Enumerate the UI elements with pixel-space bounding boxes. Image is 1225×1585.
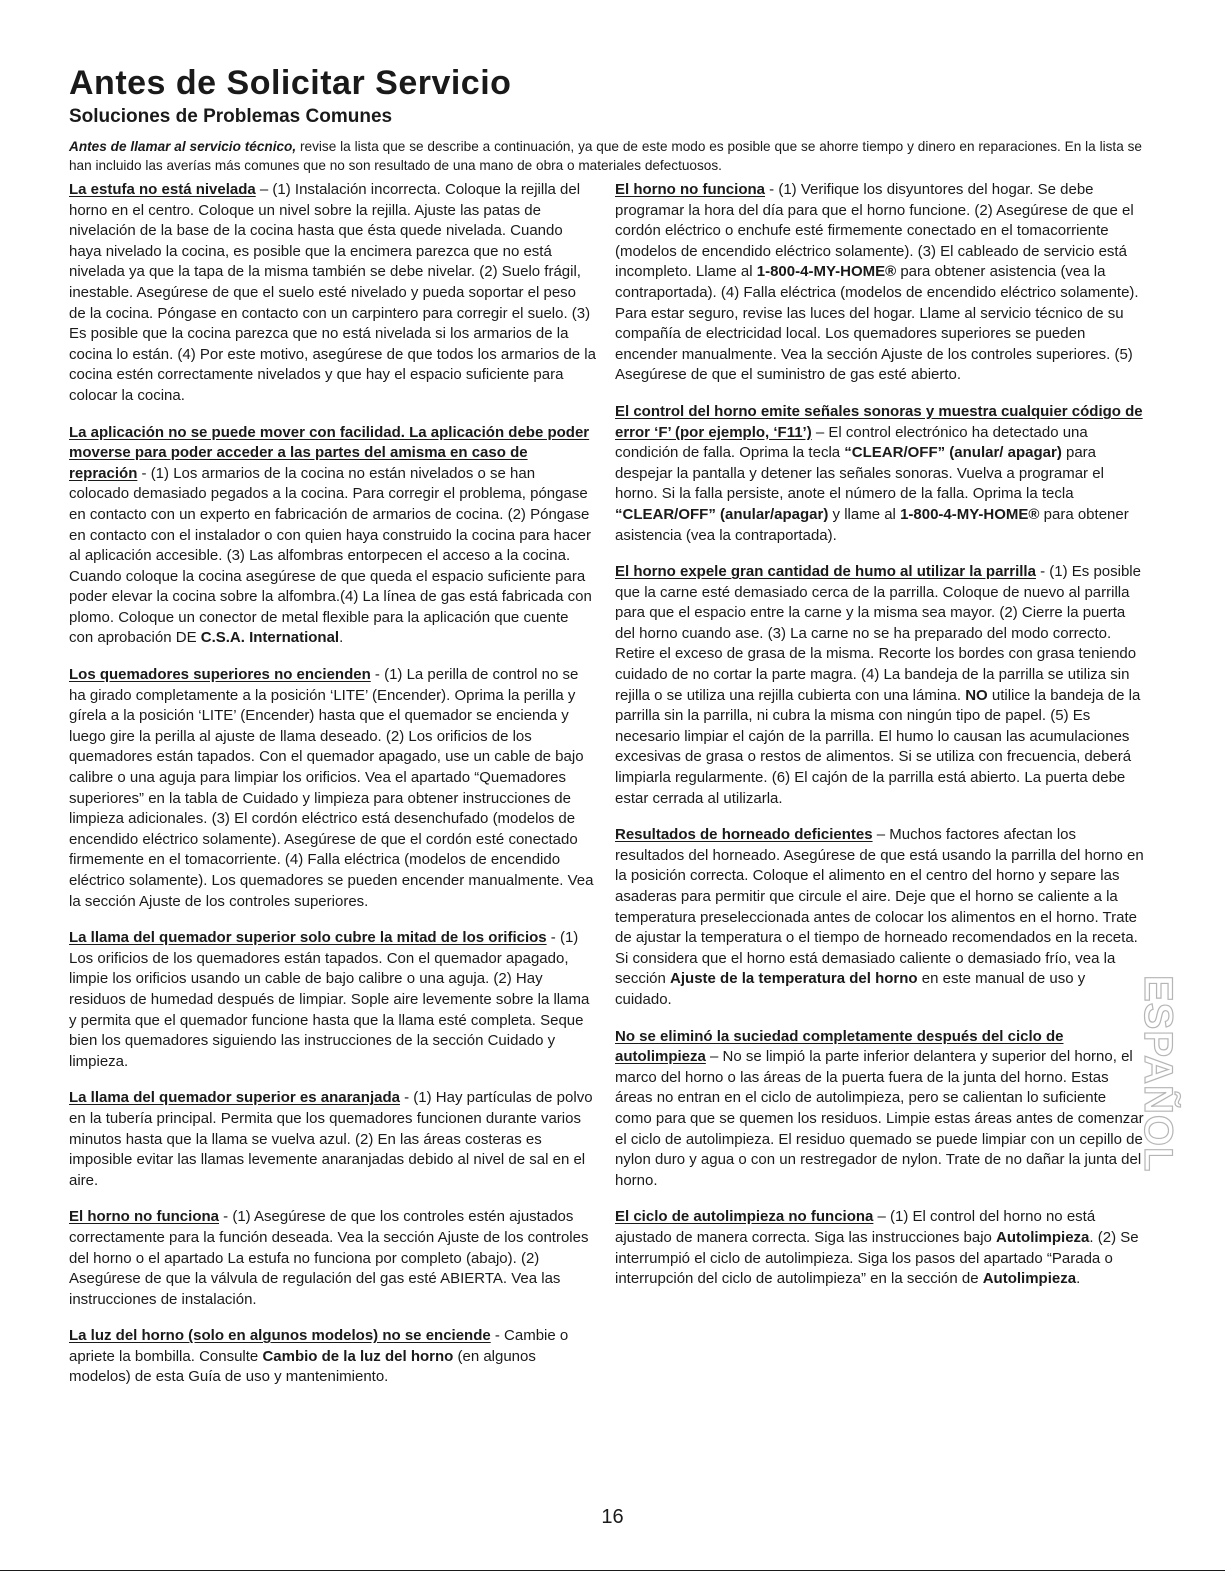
language-side-tab-label: ESPAÑOL — [1136, 975, 1180, 1173]
entry-emphasis: Cambio de la luz del horno — [262, 1347, 454, 1365]
entry-heading: El horno no funciona — [615, 181, 765, 198]
entry-text: para obtener asistencia (vea la contraportada). (4) Falla eléctrica (modelos de encendido eléctrico solamente). Para estar seguro, revise las luces del hogar. Llame al servicio técnico de su compañía de electricidad local. Los quemadores superiores se pueden encender manualmente. Vea la sección Ajuste de los controles superiores. (5) Asegúrese de que el suministro de gas esté abierto. — [615, 263, 1139, 384]
intro-lead: Antes de llamar al servicio técnico, — [69, 139, 297, 154]
entry-text: utilice la bandeja de la parrilla sin la parrilla, ni cubra la misma con ningún tipo de papel. (5) Es necesario limpiar el cajón de la parrilla. El humo lo causan las acumulaciones excesivas de grasa o restos de alimentos. Si se utiliza con frecuencia, deberá limpiarla regularmente. (6) El cajón de la parrilla está abierto. La puerta debe estar cerrada al utilizarla. — [615, 686, 1141, 807]
entry-emphasis: Autolimpieza — [996, 1228, 1090, 1246]
entry-heading: El ciclo de autolimpieza no funciona — [615, 1208, 874, 1226]
intro-paragraph — [69, 137, 1142, 175]
troubleshooting-entry — [615, 1027, 1145, 1192]
troubleshooting-entry — [69, 423, 596, 650]
entry-text: - Cambie o apriete la bombilla. Consulte — [69, 1327, 569, 1365]
entry-heading: El control del horno emite señales sonoras y muestra cualquier código de error ‘F’ (por ejemplo, ‘F11’) — [615, 402, 1143, 441]
entry-heading: La luz del horno (solo en algunos modelos) no se enciende — [69, 1327, 491, 1345]
entry-text: – No se limpió la parte inferior delantera y superior del horno, el marco del horno o las áreas de la puerta fuera de la junta del horno. Estas áreas no entran en el ciclo de autolimpieza, pero se calientan lo suficiente como para que se quemen los residuos. Limpie estas áreas antes de comenzar el ciclo de autolimpieza. El residuo quemado se puede limpiar con un cepillo de nylon duro y agua o con un restregador de nylon. Trate de no dañar la junta del horno. — [615, 1048, 1144, 1189]
troubleshooting-entry — [615, 180, 1145, 386]
entry-text: para despejar la pantalla y detener las señales sonoras. Vuelva a programar el horno. Si la falla persiste, anote el número de la falla. Oprima la tecla — [615, 444, 1104, 503]
entry-text: - (1) La perilla de control no se ha girado completamente a la posición ‘LITE’ (Encender). Oprima la perilla y gírela a la posición ‘LITE’ (Encender) hasta que el quemador se encienda y luego gire la perilla al ajuste de llama deseado. (2) Los orificios de los quemadores están tapados. Con el quemador apagado, use un cable de bajo calibre o una aguja para limpiar los orificios. Vea el apartado “Quemadores superiores” en la tabla de Cuidado y limpieza para obtener instrucciones de limpieza adicionales. (3) El cordón eléctrico está desenchufado (modelos de encendido eléctrico solamente). Asegúrese de que el cordón esté conectado firmemente en el tomacorriente. (4) Falla eléctrica (modelos de encendido eléctrico solamente). Los quemadores se pueden encender manualmente. Vea la sección Ajuste de los controles superiores. — [69, 666, 594, 910]
entry-text: – Muchos factores afectan los resultados del horneado. Asegúrese de que está usando la parrilla del horno en la posición correcta. Coloque el alimento en el centro del horno y separe las asaderas para permitir que circule el aire. Deje que el horno se caliente a la temperatura preseleccionada antes de colocar los alimentos en el horno. Trate de ajustar la temperatura o el tiempo de horneado recomendados en la receta. Si considera que el horno está demasiado caliente o demasiado frío, vea la sección — [615, 826, 1144, 988]
left-column — [69, 180, 596, 1404]
entry-heading: El horno expele gran cantidad de humo al utilizar la parrilla — [615, 563, 1036, 581]
troubleshooting-entry — [69, 928, 596, 1072]
entry-text: - (1) Los orificios de los quemadores están tapados. Con el quemador apagado, limpie los orificios usando un cable de bajo calibre o una aguja. (2) Hay residuos de humedad después de limpiar. Sople aire levemente sobre la llama y permita que el quemador funcione hasta que la llama esté completa. Seque bien los quemadores siguiendo las instrucciones de la sección Cuidado y limpieza. — [69, 929, 590, 1070]
entry-text: y llame al — [828, 505, 901, 523]
entry-emphasis: NO — [965, 686, 988, 704]
entry-emphasis: 1-800-4-MY-HOME® — [900, 505, 1040, 523]
page-subtitle: Soluciones de Problemas Comunes — [69, 106, 393, 127]
entry-emphasis: 1-800-4-MY-HOME® — [756, 263, 897, 281]
entry-text: - (1) Los armarios de la cocina no están nivelados o se han colocado demasiado pegados a la cocina. Para corregir el problema, póngase en contacto con un experto en fabricación de armarios de cocina. (2) Póngase en contacto con el instalador o con quien haya construido la cocina para hacer al aplicación accesible. (3) Las alfombras entorpecen el acceso a la cocina. Cuando coloque la cocina asegúrese de que queda el espacio suficiente para poder elevar la cocina sobre la alfombra.(4) La línea de gas está fabricada con plomo. Coloque un conector de metal flexible para la aplicación que cuente con aprobación DE — [69, 464, 592, 647]
entry-heading: Los quemadores superiores no encienden — [69, 666, 371, 684]
entry-text: - (1) Hay partículas de polvo en la tubería principal. Permita que los quemadores funcionen durante varios minutos hasta que la llama se vuelva azul. (2) En las áreas costeras es imposible evitar las llamas levemente anaranjadas debido al nivel de sal en el aire. — [69, 1089, 593, 1189]
entry-heading: La estufa no está nivelada — [69, 181, 256, 198]
entry-text: – El control electrónico ha detectado una condición de falla. Oprima la tecla — [615, 423, 1088, 462]
bottom-rule — [0, 1570, 1225, 1571]
troubleshooting-entry — [69, 1088, 596, 1191]
troubleshooting-entry — [69, 1326, 596, 1388]
entry-emphasis: C.S.A. International — [200, 629, 340, 647]
entry-emphasis: Ajuste de la temperatura del horno — [670, 970, 918, 988]
entry-emphasis: “CLEAR/OFF” (anular/apagar) — [615, 505, 829, 523]
entry-heading: La llama del quemador superior solo cubre la mitad de los orificios — [69, 929, 547, 947]
page-number: 16 — [601, 1506, 624, 1528]
entry-heading: El horno no funciona — [69, 1208, 219, 1226]
entry-text: - (1) Es posible que la carne esté demasiado cerca de la parrilla. Coloque de nuevo al parrilla para que el espacio entre la carne y la misma sea mayor. (2) Cierre la puerta del horno cuando ase. (3) La carne no se ha preparado del modo correcto. Retire el exceso de grasa de la misma. Recorte los bordes con grasa teniendo cuidado de no cortar la parte magra. (4) La bandeja de la parrilla se utiliza sin rejilla o se utiliza una rejilla cubierta con una lámina. — [615, 563, 1141, 704]
entry-heading: La llama del quemador superior es anaranjada — [69, 1089, 400, 1107]
entry-text: – (1) El control del horno no está ajustado de manera correcta. Siga las instrucciones bajo — [615, 1208, 1096, 1246]
entry-heading: Resultados de horneado deficientes — [615, 826, 873, 844]
entry-text: para obtener asistencia (vea la contraportada). — [615, 505, 1129, 544]
entry-emphasis: “CLEAR/OFF” (anular/ apagar) — [844, 444, 1062, 462]
entry-text: (en algunos modelos) de esta Guía de uso y mantenimiento. — [69, 1347, 536, 1386]
entry-emphasis: Autolimpieza — [982, 1270, 1077, 1288]
troubleshooting-entry — [615, 562, 1145, 809]
entry-heading: La aplicación no se puede mover con facilidad. La aplicación debe poder moverse para poder acceder a las partes del amisma en caso de repración — [69, 423, 590, 482]
troubleshooting-entry — [69, 665, 596, 912]
troubleshooting-entry — [69, 1207, 596, 1310]
entry-heading: No se eliminó la suciedad completamente después del ciclo de autolimpieza — [615, 1027, 1064, 1066]
entry-text: . — [1076, 1270, 1081, 1288]
entry-text: - (1) Asegúrese de que los controles estén ajustados correctamente para la función deseada. Vea la sección Ajuste de los controles del horno o el apartado La estufa no funciona por completo (abajo). (2) Asegúrese de que la válvula de regulación del gas esté ABIERTA. Vea las instrucciones de instalación. — [69, 1208, 589, 1308]
entry-text: en este manual de uso y cuidado. — [615, 970, 1086, 1008]
entry-text: . (2) Se interrumpió el ciclo de autolimpieza. Siga los pasos del apartado “Parada o interrupción del ciclo de autolimpieza” en la sección de — [615, 1228, 1139, 1288]
troubleshooting-entry — [69, 180, 596, 407]
troubleshooting-entry — [615, 825, 1145, 1010]
right-column — [615, 180, 1145, 1306]
troubleshooting-entry — [615, 1207, 1145, 1289]
entry-text: - (1) Verifique los disyuntores del hogar. Se debe programar la hora del día para que el horno funcione. (2) Asegúrese de que el cordón eléctrico o enchufe esté firmemente conectado en el tomacorriente (modelos de encendido eléctrico solamente). (3) El cableado de servicio está incompleto. Llame al — [615, 181, 1134, 281]
entry-text: . — [339, 629, 344, 647]
entry-text: – (1) Instalación incorrecta. Coloque la rejilla del horno en el centro. Coloque un nivel sobre la rejilla. Ajuste las patas de nivelación de la base de la cocina hasta que ésta quede nivelada. Cuando haya nivelado la cocina, es posible que la encimera parezca que no está nivelada ya que la tapa de la misma también se debe nivelar. (2) Suelo frágil, inestable. Asegúrese de que el suelo esté nivelado y pueda soportar el peso de la cocina. Póngase en contacto con un carpintero para corregir el suelo. (3) Es posible que la cocina parezca que no está nivelada si los armarios de la cocina lo están. (4) Por este motivo, asegúrese de que todos los armarios de la cocina estén correctamente nivelados y que hay el espacio suficiente para colocar la cocina. — [69, 181, 596, 404]
language-side-tab — [1136, 975, 1190, 1173]
page-title: Antes de Solicitar Servicio — [69, 64, 512, 102]
troubleshooting-entry — [615, 402, 1145, 546]
intro-text: revise la lista que se describe a continuación, ya que de este modo es posible que se ahorre tiempo y dinero en reparaciones. En la lista se han incluido las averías más comunes que no son resultado de una mano de obra o materiales defectuosos. — [69, 139, 1142, 173]
